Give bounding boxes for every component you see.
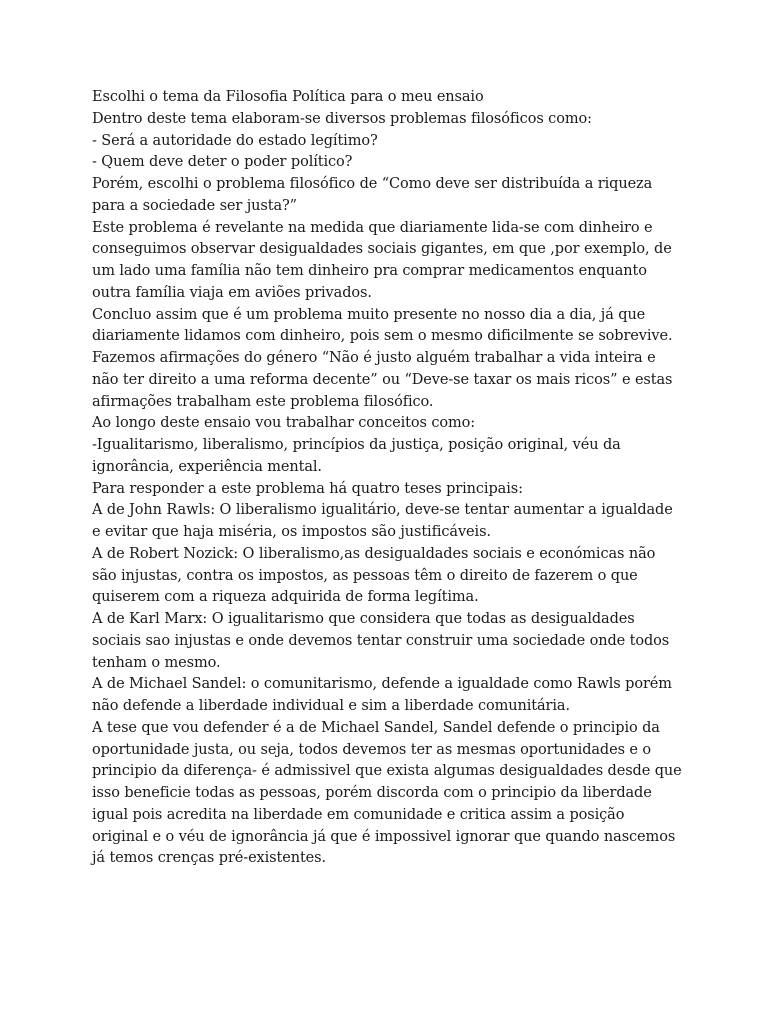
paragraph-thesis-sandel: A de Michael Sandel: o comunitarismo, defende a igualdade como Rawls porém não defende a liberdade individual e sim a liberdade comunitária.: [92, 676, 672, 714]
paragraph-concepts-list: -Igualitarismo, liberalismo, princípios da justiça, posição original, véu da ignorância, experiência mental.: [92, 437, 621, 475]
paragraph-concepts-intro: Ao longo deste ensaio vou trabalhar conceitos como:: [92, 415, 476, 432]
paragraph-problem-authority: - Será a autoridade do estado legítimo?: [92, 132, 378, 149]
paragraph-problem-power: - Quem deve deter o poder político?: [92, 154, 353, 171]
paragraph-chosen-problem: Porém, escolhi o problema filosófico de “Como deve ser distribuída a riqueza para a sociedade ser justa?”: [92, 176, 653, 214]
paragraph-theses-intro: Para responder a este problema há quatro teses principais:: [92, 480, 523, 497]
paragraph-defended-thesis: A tese que vou defender é a de Michael Sandel, Sandel defende o principio da oportunidade justa, ou seja, todos devemos ter as mesmas oportunidades e o principio da diferença- é admissivel que exista algumas desigualdades desde que isso beneficie todas as pessoas, porém discorda com o principio da liberdade igual pois acredita na liberdade em comunidade e critica assim a posição original e o véu de ignorância já que é impossivel ignorar que quando nascemos já temos crenças pré-existentes.: [92, 719, 682, 867]
paragraph-thesis-nozick: A de Robert Nozick: O liberalismo,as desigualdades sociais e económicas não são injustas, contra os impostos, as pessoas têm o direito de fazerem o que quiserem com a riqueza adquirida de forma legítima.: [92, 545, 656, 606]
paragraph-thesis-rawls: A de John Rawls: O liberalismo igualitário, deve-se tentar aumentar a igualdade e evitar que haja miséria, os impostos são justificáveis.: [92, 502, 673, 540]
paragraph-thesis-marx: A de Karl Marx: O igualitarismo que considera que todas as desigualdades sociais sao injustas e onde devemos tentar construir uma sociedade onde todos tenham o mesmo.: [92, 611, 670, 671]
paragraph-statements: Fazemos afirmações do género “Não é justo alguém trabalhar a vida inteira e não ter direito a uma reforma decente” ou “Deve-se taxar os mais ricos” e estas afirmações trabalham este problema filosófico.: [92, 350, 673, 410]
paragraph-relevance: Este problema é revelante na medida que diariamente lida-se com dinheiro e conseguimos observar desigualdades sociais gigantes, em que ,por exemplo, de um lado uma família não tem dinheiro pra comprar medicamentos enquanto outra família viaja em aviões privados.: [92, 219, 672, 301]
paragraph-problems-intro: Dentro deste tema elaboram-se diversos problemas filosóficos como:: [92, 110, 592, 127]
paragraph-conclusion: Concluo assim que é um problema muito presente no nosso dia a dia, já que diariamente lidamos com dinheiro, pois sem o mesmo dificilmente se sobrevive.: [92, 306, 673, 345]
paragraph-topic: Escolhi o tema da Filosofia Política para o meu ensaio: [92, 89, 484, 105]
essay-text: [92, 87, 682, 870]
